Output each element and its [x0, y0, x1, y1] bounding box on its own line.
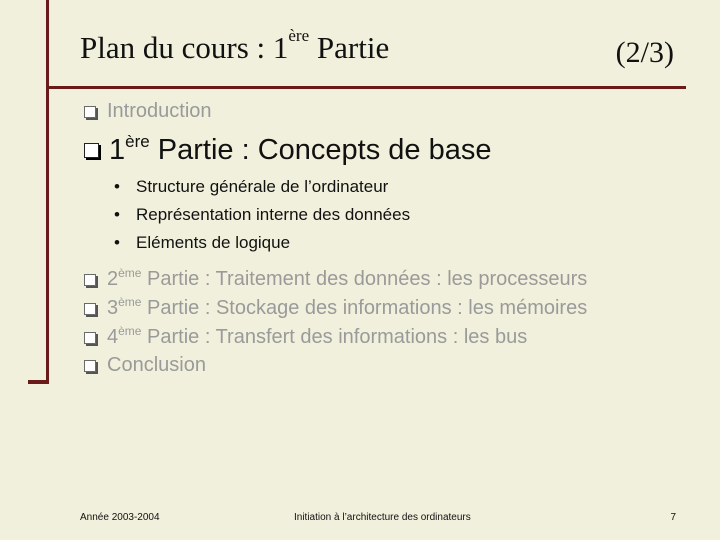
footer-page-number: 7 — [670, 512, 676, 523]
sub-item — [114, 233, 290, 253]
bullet-dot-icon: • — [114, 205, 120, 224]
sub-item-label: Eléments de logique — [136, 233, 291, 252]
part-title: Partie : Stockage des informations : les mémoires — [141, 297, 588, 319]
part-ordinal-superscript: ère — [125, 132, 150, 151]
outline-item-part1 — [84, 134, 491, 167]
part-number: 1 — [109, 134, 126, 166]
part-title: Partie : Concepts de base — [149, 134, 492, 166]
checkbox-bullet-icon — [84, 143, 99, 158]
slide-title — [80, 26, 390, 66]
outline-item-label: Conclusion — [107, 354, 206, 376]
footer-course-title: Initiation à l’architecture des ordinateurs — [294, 512, 471, 523]
part-number: 4 — [107, 326, 119, 348]
outline-item-part3 — [84, 297, 587, 320]
footer-year: Année 2003-2004 — [80, 512, 160, 523]
checkbox-bullet-icon — [84, 106, 96, 118]
outline-item-conclusion — [84, 354, 206, 377]
title-underline — [46, 86, 686, 89]
slide-page-fraction: (2/3) — [615, 36, 674, 69]
left-rule-tick — [28, 380, 49, 384]
outline-item-label — [107, 268, 587, 291]
sub-item-label: Représentation interne des données — [136, 205, 411, 224]
outline-item-label — [109, 134, 491, 167]
checkbox-bullet-icon — [84, 274, 96, 286]
bullet-dot-icon: • — [114, 233, 120, 252]
sub-item — [114, 177, 388, 197]
checkbox-bullet-icon — [84, 360, 96, 372]
bullet-dot-icon: • — [114, 177, 120, 196]
outline-item-part4 — [84, 326, 527, 349]
checkbox-bullet-icon — [84, 332, 96, 344]
title-rest: Partie — [309, 30, 390, 65]
outline-item-part2 — [84, 268, 587, 291]
part-title: Partie : Transfert des informations : les bus — [141, 326, 528, 348]
outline-item-label: Introduction — [107, 100, 212, 122]
part-title: Partie : Traitement des données : les processeurs — [141, 268, 588, 290]
left-vertical-rule — [46, 0, 49, 384]
part-ordinal-superscript: ème — [118, 295, 142, 309]
part-ordinal-superscript: ème — [118, 324, 142, 338]
checkbox-bullet-icon — [84, 303, 96, 315]
title-main: Plan du cours : 1 — [80, 30, 289, 65]
outline-item-intro — [84, 100, 212, 123]
outline-item-label — [107, 297, 587, 320]
title-superscript: ère — [288, 26, 310, 45]
outline-item-label — [107, 326, 527, 349]
sub-item — [114, 205, 410, 225]
sub-item-label: Structure générale de l’ordinateur — [136, 177, 389, 196]
part-ordinal-superscript: ème — [118, 266, 142, 280]
part-number: 2 — [107, 268, 119, 290]
part-number: 3 — [107, 297, 119, 319]
